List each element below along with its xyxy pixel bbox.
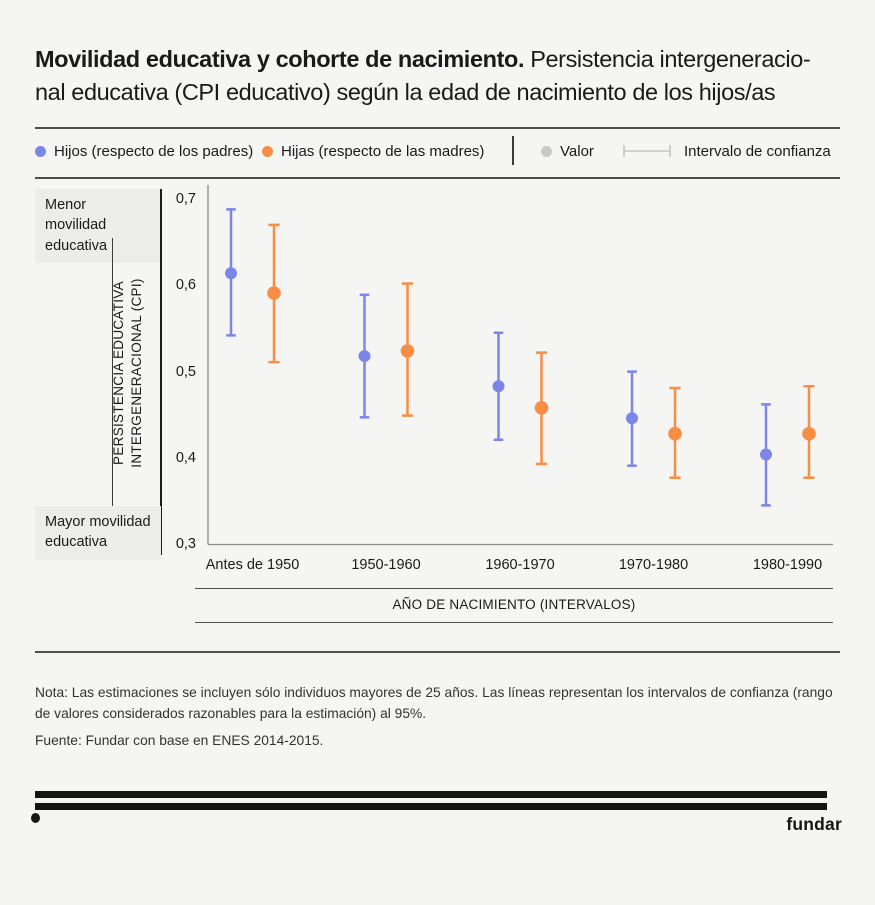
x-caption-rule-bottom: [195, 622, 833, 623]
chart-title: [35, 43, 865, 109]
data-point: [267, 286, 281, 300]
x-caption-rule-top: [195, 588, 833, 589]
footer-dot-icon: [31, 813, 40, 823]
confidence-interval-icon: [622, 144, 672, 158]
data-point: [802, 427, 816, 441]
source-text: Fuente: Fundar con base en ENES 2014-2015.: [35, 733, 324, 748]
fundar-logo: fundar: [786, 814, 842, 834]
footer-bar-bottom: [35, 803, 827, 810]
annotation-menor-movilidad: Menor movilidad educativa: [35, 189, 161, 263]
series-hijos: [225, 209, 772, 505]
hijos-series-swatch-icon: [35, 146, 46, 157]
data-point: [225, 267, 237, 279]
x-axis-label: AÑO DE NACIMIENTO (INTERVALOS): [392, 597, 636, 612]
x-tick-label: 1960-1970: [485, 557, 555, 573]
divider-top: [35, 127, 840, 129]
divider-notes: [35, 651, 840, 653]
legend-label-valor: Valor: [560, 142, 594, 160]
data-point: [359, 350, 371, 362]
x-tick-label: Antes de 1950: [205, 557, 300, 573]
data-point: [626, 412, 638, 424]
annotation-mayor-movilidad: Mayor movilidad educativa: [35, 506, 161, 560]
legend-label-intervalo: Intervalo de confianza: [684, 142, 831, 160]
legend-item-hijas: [262, 137, 484, 165]
divider-legend-bottom: [35, 177, 840, 179]
series-hijas: [267, 225, 816, 478]
data-point: [668, 427, 682, 441]
legend-item-hijos: [35, 137, 253, 165]
legend-item-valor: [541, 137, 594, 165]
data-point: [760, 448, 772, 460]
x-tick-label: 1980-1990: [752, 557, 823, 573]
footer-bar-top: [35, 791, 827, 798]
x-tick-label: 1970-1980: [618, 557, 689, 573]
data-point: [535, 401, 549, 415]
hijas-series-swatch-icon: [262, 146, 273, 157]
chart-title-regular-2: nal educativa (CPI educativo) según la edad de nacimiento de los hijos/as: [35, 79, 776, 105]
errorbar-plot: [195, 183, 845, 555]
legend-label-hijas: Hijas (respecto de las madres): [281, 142, 485, 160]
y-tick-label: 0,6: [175, 277, 196, 294]
y-tick-label: 0,3: [175, 536, 196, 553]
chart-title-bold: Movilidad educativa y cohorte de nacimiento.: [35, 46, 525, 72]
y-axis-label-line1: PERSISTENCIA EDUCATIVA: [111, 281, 126, 465]
y-axis-label-line2: INTERGENERACIONAL (CPI): [129, 278, 144, 468]
chart-title-regular-1: Persistencia intergeneracio-: [524, 46, 811, 72]
data-point: [401, 344, 415, 358]
y-tick-label: 0,5: [175, 363, 196, 380]
data-point: [493, 380, 505, 392]
note-text: Nota: Las estimaciones se incluyen sólo individuos mayores de 25 años. Las líneas representan los intervalos de confianza (rango de valores considerados razonables para la estimación) al 95%.: [35, 685, 833, 721]
legend-label-hijos: Hijos (respecto de los padres): [54, 142, 254, 160]
value-marker-icon: [541, 146, 552, 157]
legend-divider: [512, 136, 514, 165]
plot-axes: [208, 185, 833, 545]
x-tick-label: 1950-1960: [351, 557, 421, 573]
y-tick-label: 0,7: [175, 191, 196, 207]
y-tick-label: 0,4: [175, 449, 196, 466]
legend-item-intervalo: [622, 137, 831, 165]
